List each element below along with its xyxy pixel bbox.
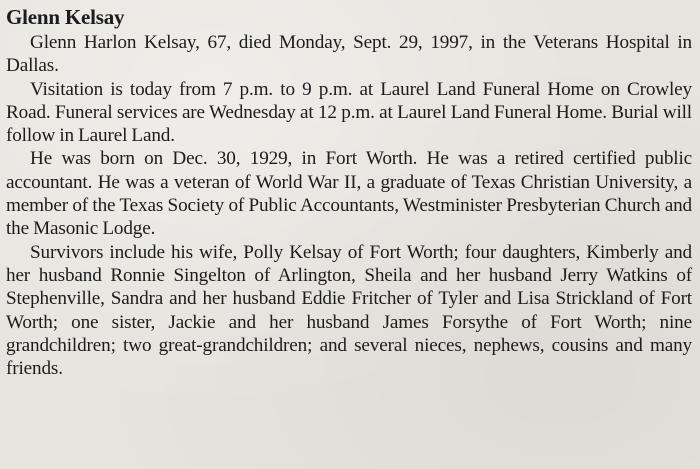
bleed-through-text: [470, 440, 474, 458]
obituary-article: [6, 4, 692, 380]
obituary-headline: Glenn Kelsay: [6, 5, 125, 29]
obituary-paragraph-survivors: Survivors include his wife, Polly Kelsay of Fort Worth; four daughters, Kimberly and her husband Ronnie Singelton of Arlington, Sheila and her husband Jerry Watkins of Stephenville, Sandra and her husband Eddie Fritcher of Tyler and Lisa Strickland of Fort Worth; one sister, Jackie and her husband James Forsythe of Fort Worth; nine grandchildren; two great-grandchildren; and several nieces, nephews, cousins and many friends.: [6, 241, 692, 380]
obituary-paragraph-death: Glenn Harlon Kelsay, 67, died Monday, Sept. 29, 1997, in the Veterans Hospital in Dallas.: [6, 32, 692, 77]
obituary-paragraph-services: Visitation is today from 7 p.m. to 9 p.m. at Laurel Land Funeral Home on Crowley Road. Funeral services are Wednesday at 12 p.m. at Laurel Land Funeral Home. Burial will follow in Laurel Land.: [6, 78, 692, 147]
obituary-paragraph-biography: He was born on Dec. 30, 1929, in Fort Worth. He was a retired certified public accountant. He was a veteran of World War II, a graduate of Texas Christian University, a member of the Texas Society of Public Accountants, Westminister Presbyterian Church and the Masonic Lodge.: [6, 148, 692, 240]
